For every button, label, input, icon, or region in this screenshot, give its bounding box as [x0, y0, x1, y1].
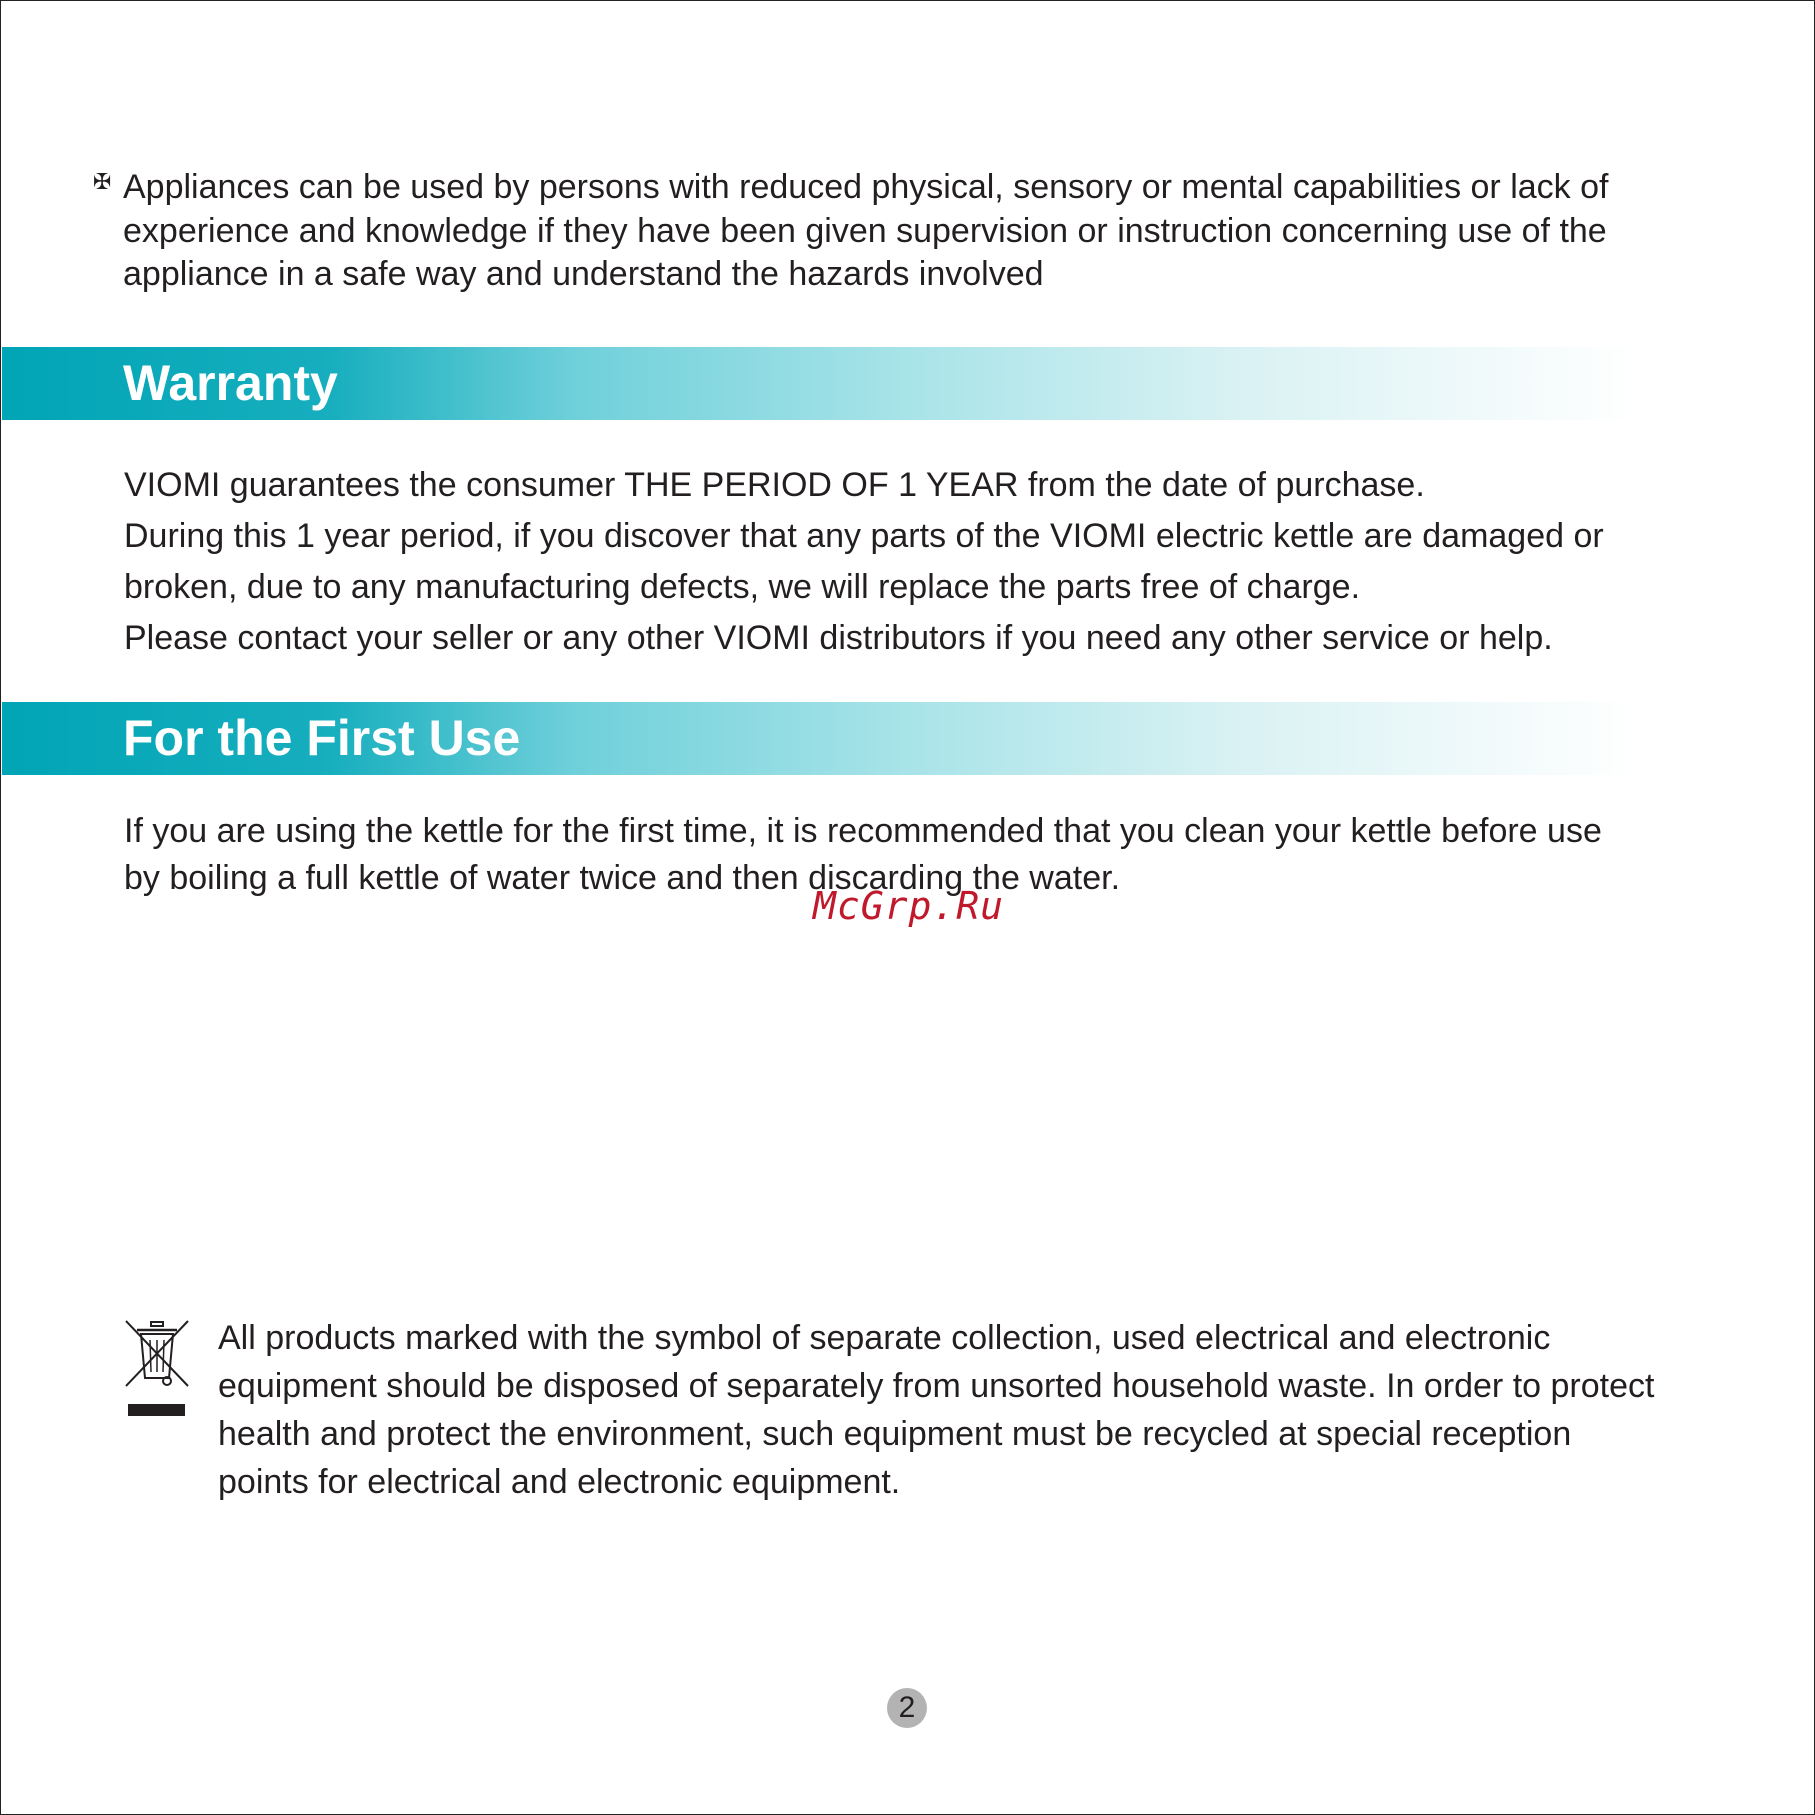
warranty-body: [124, 460, 1684, 664]
first-use-text: If you are using the kettle for the first time, it is recommended that you clean your kettle before use by boiling a full kettle of water twice and then discarding the water.: [124, 812, 1602, 897]
first-use-title: For the First Use: [123, 710, 521, 766]
page-number: 2: [887, 1688, 927, 1728]
watermark: McGrp.Ru: [813, 884, 1005, 928]
crossed-out-wheelie-bin-icon: [123, 1318, 191, 1418]
warranty-paragraph: Please contact your seller or any other VIOMI distributors if you need any other service or help.: [124, 619, 1553, 657]
cross-bullet-icon: ✠: [93, 169, 112, 194]
intro-text: Appliances can be used by persons with reduced physical, sensory or mental capabilities or lack of experience and knowledge if they have been given supervision or instruction concerning use of the appliance in a safe way and understand the hazards involved: [123, 168, 1609, 293]
warranty-title: Warranty: [123, 355, 338, 411]
warranty-header-bar: [2, 347, 1638, 420]
warranty-paragraph: VIOMI guarantees the consumer THE PERIOD OF 1 YEAR from the date of purchase.: [124, 466, 1425, 504]
first-use-header-bar: [2, 702, 1638, 775]
disposal-notice: All products marked with the symbol of separate collection, used electrical and electronic equipment should be disposed of separately from unsorted household waste. In order to protect health and protect the environment, such equipment must be recycled at special reception points for electrical and electronic equipment.: [218, 1319, 1655, 1501]
intro-note: [93, 166, 1653, 297]
warranty-paragraph: During this 1 year period, if you discover that any parts of the VIOMI electric kettle are damaged or broken, due to any manufacturing defects, we will replace the parts free of charge.: [124, 517, 1604, 606]
